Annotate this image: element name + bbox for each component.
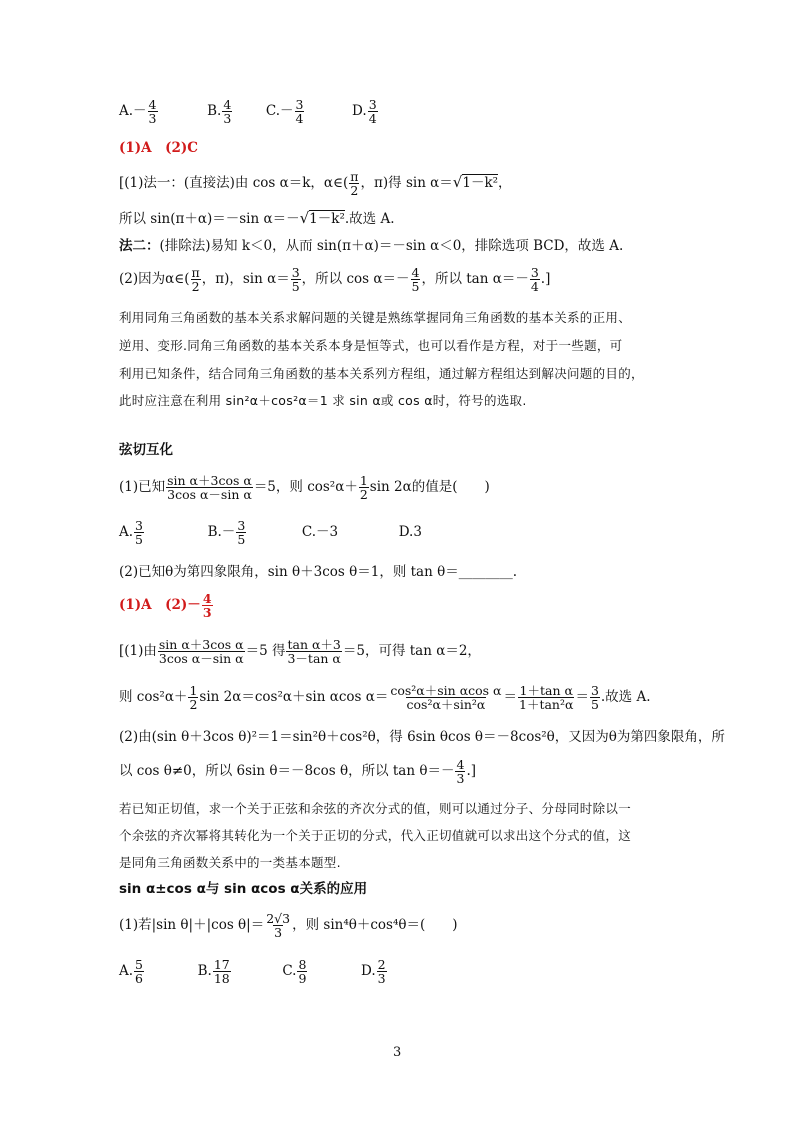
solution-1-line-4: (2)因为α∈( $\frac{\pi}{2}$ ，π)，sin α＝ $\frac{3}{5}$ ，所以 cos α＝－ $\frac{4}{5}$ ，所以 tan α＝－ $\frac{3}{4}$ .] (119, 265, 551, 295)
option-d: D. $\frac{2}{3}$ (361, 957, 386, 987)
option-a: A. $\frac{3}{5}$ (119, 518, 143, 548)
q2-line-1: (1)已知 $\frac{\text{sin α＋3cos α}}{\text{3cos α－sin α}}$ ＝5，则 cos²α＋ $\frac{1}{2}$ sin 2α的值是( ) (119, 473, 490, 503)
q2-options (119, 519, 422, 546)
solution-2-line-2: 则 cos²α＋ $\frac{1}{2}$ sin 2α＝cos²α＋sin αcos α＝ $\frac{\text{cos²α＋sin αcos α}}{\text{cos²α＋sin²α}}$ ＝ $\frac{\text{1＋tan α}}{\text{1＋tan²α}}$ ＝ $\frac{3}{5}$ .故选 A. (119, 683, 651, 713)
solution-1-line-1: [(1)法一：(直接法)由 cos α＝k，α∈( $\frac{\pi}{2}$ ，π)得 sin α＝√1－k²， (119, 169, 512, 199)
q1-options (119, 98, 379, 125)
page-number: 3 (393, 1045, 402, 1060)
q3-options (119, 958, 388, 985)
solution-1-line-3: 法二：(排除法)易知 k＜0，从而 sin(π＋α)＝－sin α＜0，排除选项 BCD，故选 A. (119, 238, 624, 254)
summary-1-line-4: 此时应注意在利用 sin²α＋cos²α＝1 求 sin α或 cos α时，符号的选取. (119, 393, 527, 408)
option-a: A.－ $\frac{4}{3}$ (119, 97, 157, 127)
option-c: C.－ $\frac{3}{4}$ (265, 97, 304, 127)
q1-answer: (1)A (2)C (119, 140, 199, 156)
option-d: D. $\frac{3}{4}$ (352, 97, 377, 127)
solution-2-line-4: 以 cos θ≠0，所以 6sin θ＝－8cos θ，所以 tan θ＝－ $\frac{4}{3}$ .] (119, 757, 476, 787)
option-d: D.3 (398, 524, 422, 541)
option-c: C.－3 (301, 524, 339, 541)
solution-1-line-2: 所以 sin(π＋α)＝－sin α＝－√1－k².故选 A. (119, 209, 395, 227)
summary-1-line-2: 逆用、变形.同角三角函数的基本关系本身是恒等式，也可以看作是方程，对于一些题，可 (119, 338, 623, 353)
option-c: C. $\frac{8}{9}$ (282, 957, 307, 987)
summary-1-line-1: 利用同角三角函数的基本关系求解问题的关键是熟练掌握同角三角函数的基本关系的正用、 (119, 310, 632, 325)
option-b: B.－ $\frac{3}{5}$ (207, 518, 246, 548)
q2-line-3: (2)已知θ为第四象限角，sin θ＋3cos θ＝1，则 tan θ＝________. (119, 564, 517, 580)
q3-line-1: (1)若|sin θ|＋|cos θ|＝ $\frac{2√3}{3}$ ，则 sin⁴θ＋cos⁴θ＝( ) (119, 911, 458, 941)
q2-answer: (1)A (2)－ $\frac{4}{3}$ (119, 591, 212, 621)
option-b: B. $\frac{4}{3}$ (207, 97, 232, 127)
summary-2-line-2: 个余弦的齐次幂将其转化为一个关于正切的分式，代入正切值就可以求出这个分式的值，这 (119, 828, 632, 843)
summary-2-line-3: 是同角三角函数关系中的一类基本题型. (119, 855, 341, 870)
option-b: B. $\frac{17}{18}$ (197, 957, 230, 987)
section-heading-3: sin α±cos α与 sin αcos α关系的应用 (119, 881, 368, 897)
option-a: A. $\frac{5}{6}$ (119, 957, 143, 987)
summary-1-line-3: 利用已知条件，结合同角三角函数的基本关系列方程组，通过解方程组达到解决问题的目的， (119, 366, 644, 381)
summary-2-line-1: 若已知正切值，求一个关于正弦和余弦的齐次分式的值，则可以通过分子、分母同时除以一 (119, 801, 632, 816)
section-heading-2: 弦切互化 (119, 442, 173, 458)
solution-2-line-3: (2)由(sin θ＋3cos θ)²＝1＝sin²θ＋cos²θ，得 6sin θcos θ＝－8cos²θ，又因为θ为第四象限角，所 (119, 729, 725, 745)
solution-2-line-1: [(1)由 $\frac{\text{sin α＋3cos α}}{\text{3cos α－sin α}}$ ＝5 得 $\frac{\text{tan α＋3}}{\text{3－tan α}}$ ＝5，可得 tan α＝2， (119, 637, 481, 667)
